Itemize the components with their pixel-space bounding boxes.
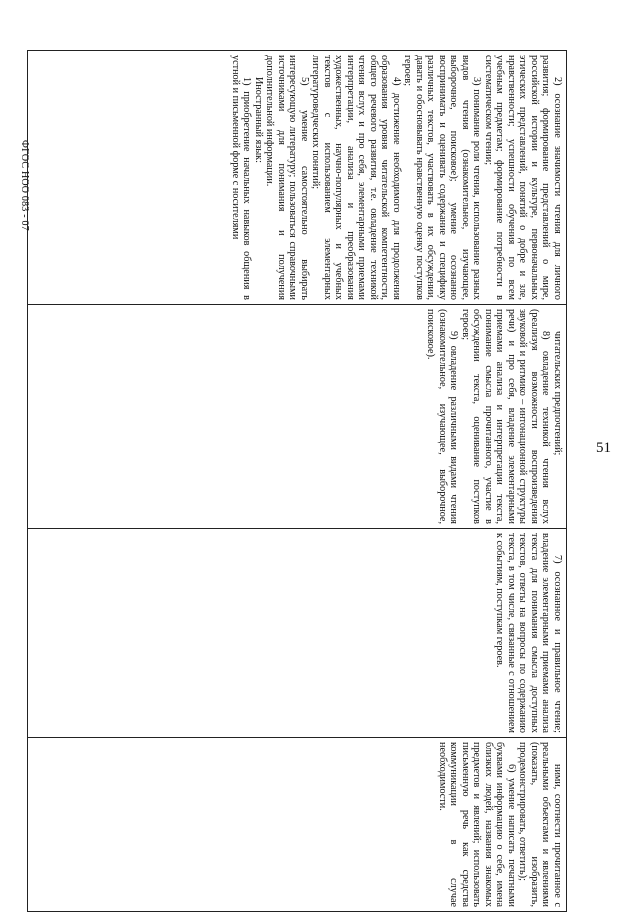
paragraph: 2) осознание значимости чтения для личного развития; формирование представлений о мире, российской истории и культуре, первоначальных этических представлений, понятий о добре и зле, нравственности; успешности обучения по всем учебным предметам; формирование потребности в систематическом чтении; bbox=[483, 55, 563, 300]
paragraph: 3) понимание роли чтения, использование разных видов чтения (ознакомительное, изучающее, выборочное, поисковое); умение осознанно воспринимать и оценивать содержание и специфику различных текстов, участвовать в их обсуждении, давать и обосновывать нравственную оценку поступков героев; bbox=[402, 55, 483, 300]
column-reading-outcomes bbox=[28, 305, 567, 529]
column-reading-basic bbox=[28, 529, 567, 738]
paragraph: ними, соотнести прочитанное с реальными объектами и явлениями (показать, изобразить, продемонстрировать, ответить); bbox=[517, 742, 563, 907]
standards-table bbox=[27, 50, 567, 912]
column-general-requirements bbox=[28, 51, 567, 305]
column-foreign-language bbox=[28, 738, 567, 912]
paragraph: читательских предпочтений; bbox=[552, 331, 563, 456]
paragraph: 5) умение самостоятельно выбирать интересующую литературу; пользоваться справочными источниками для понимания и получения дополнительной информации. bbox=[264, 55, 310, 300]
paragraph: 1) приобретение начальных навыков общения в устной и письменной форме с носителями bbox=[230, 55, 253, 300]
paragraph: 9) овладение различными видами чтения (ознакомительное, изучающее, выборочное, поисковое). bbox=[425, 309, 460, 524]
paragraph: Иностранный язык: bbox=[253, 77, 264, 163]
paragraph: 7) осознанное и правильное чтение; владение элементарными приемами анализа текста для понимания смысла доступных текстов, ответы на вопросы по содержанию текста, в том числе, связанные с отношением к событиям, поступкам героев. bbox=[494, 533, 563, 733]
page-number: 51 bbox=[596, 440, 611, 456]
paragraph: 4) достижение необходимого для продолжения образования уровня читательской компетентности, общего речевого развития, т.е. овладение техникой чтения вслух и про себя, элементарными приемами интерпретации, анализа и преобразования художественных, научно-популярных и учебных текстов с использованием элементарных литературоведческих понятий; bbox=[310, 55, 402, 300]
document-footer: ФГОС НОО 083 - 07 bbox=[19, 140, 30, 231]
rotated-table-container bbox=[27, 50, 567, 907]
table-row bbox=[28, 51, 567, 912]
paragraph: 6) умение написать печатными буквами информацию о себе, имена близких людей, названия знакомых предметов и явлений; использовать письменную речь как средства коммуникации в случае необходимости. bbox=[437, 742, 517, 907]
paragraph: 8) овладение техникой чтения вслух (реализуя возможности воспроизведения звуковой и ритмико – интонационной структуры речи) и про себя, владение элементарными приемами анализа и интерпретации текста, понимание смысла прочитанного, участие в обсуждении текста, оценивание поступков героев; bbox=[460, 309, 552, 524]
